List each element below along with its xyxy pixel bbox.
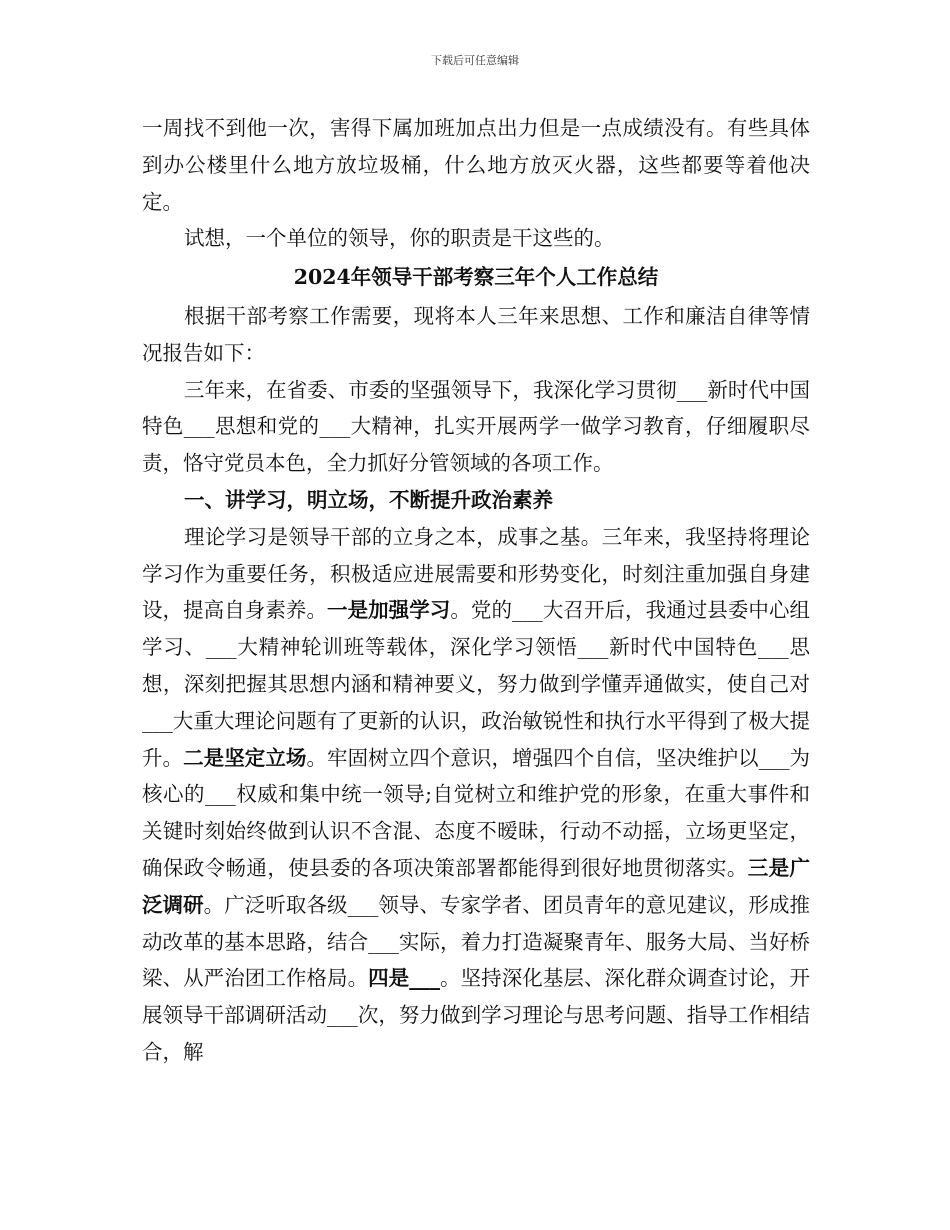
point-2-label: 二是坚定立场 [183, 745, 307, 770]
paragraph-continuation: 一周找不到他一次，害得下属加班加点出力但是一点成绩没有。有些具体到办公楼里什么地方放垃圾桶，什么地方放灭火器，这些都要等着他决定。 [142, 116, 810, 214]
study-intro-text: 理论学习是领导干部的立身之本，成事之基。三年来，我坚持将理论学习作为重要任务，积极适应进展需要和形势变化，时刻注重加强自身建设，提高自身素养。 [142, 524, 810, 623]
point-1-text: 。党的___大召开后，我通过县委中心组学习、___大精神轮训班等载体，深化学习领悟___新时代中国特色___思想，深刻把握其思想内涵和精神要义，努力做到学懂弄通做实，使自己对___大重大理论问题有了更新的认识，政治敏锐性和执行水平得到了极大提升。 [142, 598, 811, 770]
point-4-text: 。坚持深化基层、深化群众调查讨论，开展领导干部调研活动___次，努力做到学习理论与思考问题、指导工作相结合，解 [142, 966, 811, 1064]
point-3-text: 。广泛听取各级___领导、专家学者、团员青年的意见建议，形成推动改革的基本思路，结合___实际，着力打造凝聚青年、服务大局、当好桥梁、从严治团工作格局。 [142, 892, 811, 991]
section-heading-1: 一、讲学习，明立场，不断提升政治素养 [184, 487, 553, 512]
page-header-note: 下载后可任意编辑 [431, 54, 519, 67]
point-1-label: 一是加强学习 [327, 598, 451, 623]
point-3-label: 三是广泛调研 [142, 855, 811, 917]
paragraph-overview: 三年来，在省委、市委的坚强领导下，我深化学习贯彻___新时代中国特色___思想和党的___大精神，扎实开展两学一做学习教育，仔细履职尽责，恪守党员本色，全力抓好分管领域的各项工作。 [142, 377, 810, 476]
paragraph-study [142, 519, 810, 1071]
point-2-text: 。牢固树立四个意识，增强四个自信，坚决维护以___为核心的___权威和集中统一领导;自觉树立和维护党的形象，在重大事件和关键时刻始终做到认识不含混、态度不暧昧，行动不动摇，立场更坚定，确保政令畅通，使县委的各项决策部署都能得到很好地贯彻落实。 [142, 745, 811, 880]
document-body [142, 110, 810, 1071]
paragraph-question: 试想，一个单位的领导，你的职责是干这些的。 [184, 226, 615, 251]
document-title: 2024年领导干部考察三年个人工作总结 [293, 265, 659, 290]
point-4-label: 四是___ [368, 966, 440, 991]
paragraph-intro: 根据干部考察工作需要，现将本人三年来思想、工作和廉洁自律等情况报告如下： [142, 303, 810, 365]
